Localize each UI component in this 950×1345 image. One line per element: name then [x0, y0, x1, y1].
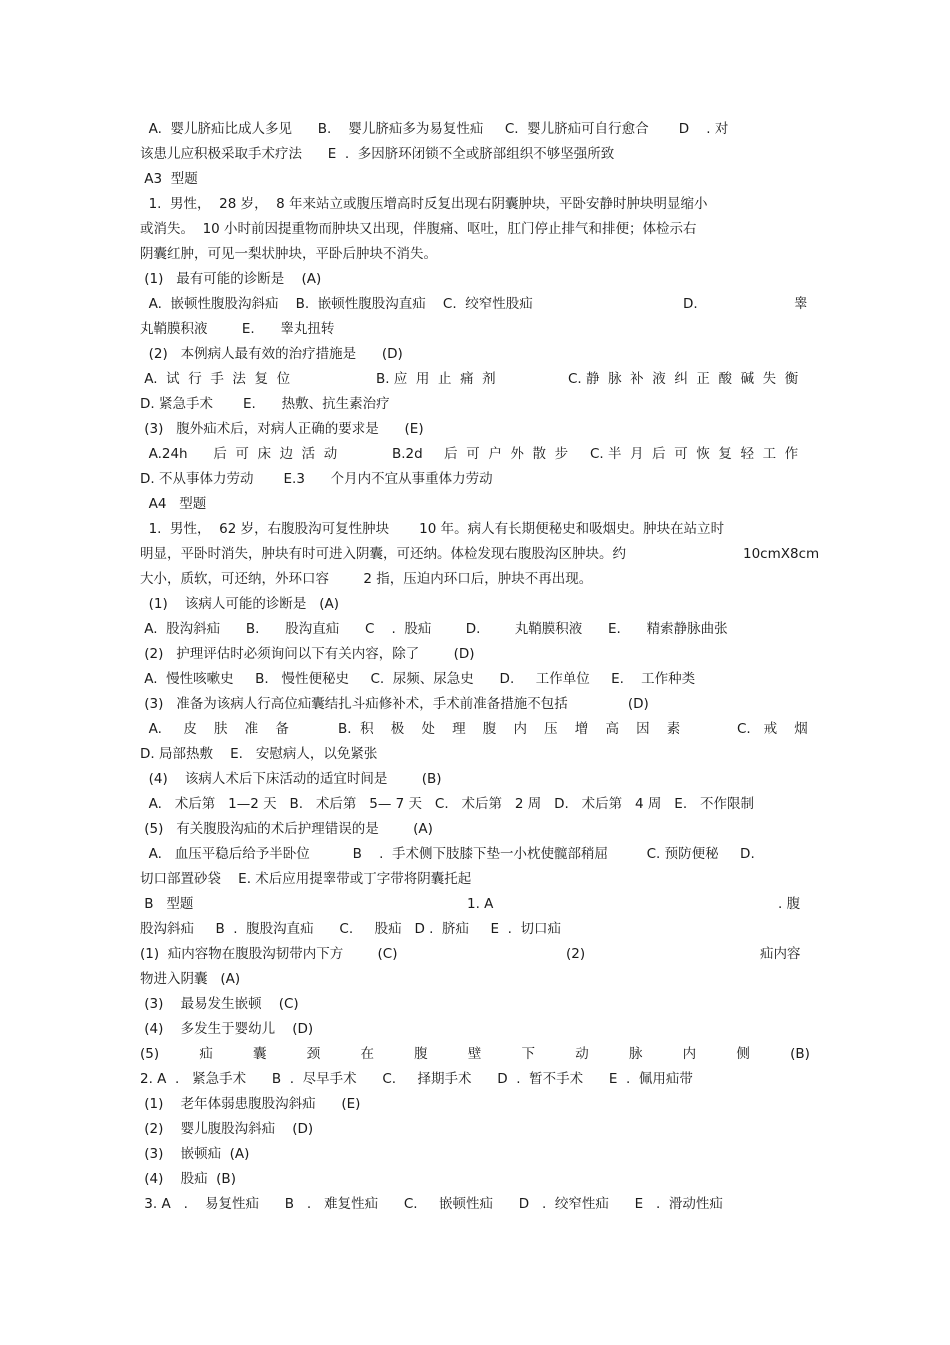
- text-line: A. 婴儿脐疝比成人多见 B. 婴儿脐疝多为易复性疝 C. 婴儿脐疝可自行愈合 D . 对: [140, 121, 729, 137]
- question-line: (4) 该病人术后下床活动的适宜时间是 (B): [140, 771, 442, 787]
- text-fragment: 侧: [736, 1046, 750, 1062]
- text-line: A.24h 后 可 床 边 活 动: [140, 446, 338, 462]
- text-line: D.: [683, 296, 698, 312]
- question-line: (3) 嵌顿疝 (A): [140, 1146, 250, 1162]
- text-line: A. 慢性咳嗽史 B. 慢性便秘史 C. 尿频、尿急史 D. 工作单位 E. 工作种类: [140, 671, 696, 687]
- question-line: (4) 股疝 (B): [140, 1171, 236, 1187]
- text-fragment: (B): [790, 1046, 810, 1062]
- text-fragment: 壁: [467, 1046, 482, 1062]
- text-line: 3. A . 易复性疝 B . 难复性疝 C. 嵌顿性疝 D . 绞窄性疝 E . 滑动性疝: [140, 1196, 723, 1212]
- text-line: 该患儿应积极采取手术疗法 E . 多因脐环闭锁不全或脐部组织不够坚强所致: [140, 146, 615, 162]
- text-line: 切口部置砂袋 E. 术后应用提睾带或丁字带将阴囊托起: [140, 871, 472, 887]
- text-line: 2. A . 紧急手术 B . 尽早手术 C. 择期手术 D . 暂不手术 E . 佩用疝带: [140, 1071, 693, 1087]
- question-line: (3) 腹外疝术后，对病人正确的要求是 (E): [140, 421, 424, 437]
- section-heading: B 型题: [140, 896, 194, 912]
- section-heading: A4 型题: [140, 496, 207, 512]
- text-line: (2): [566, 946, 586, 962]
- question-line: (1) 老年体弱患腹股沟斜疝 (E): [140, 1096, 361, 1112]
- question-line: (1) 最有可能的诊断是 (A): [140, 271, 322, 287]
- text-line: 物进入阴囊 (A): [140, 971, 241, 987]
- text-fragment: 疝: [199, 1046, 213, 1062]
- text-line: A. 试 行 手 法 复 位: [140, 371, 291, 387]
- text-line: 明显，平卧时消失，肿块有时可进入阴囊，可还纳。体检发现右腹股沟区肿块。约: [140, 546, 626, 562]
- text-line: 10cmX8cm: [743, 546, 820, 562]
- text-line: A. 皮 肤 准 备: [140, 721, 289, 737]
- text-fragment: 动: [575, 1046, 589, 1062]
- text-fragment: 下: [521, 1046, 536, 1062]
- text-line: B. 积 极 处 理 腹 内 压 增 高 因 素: [338, 721, 681, 737]
- text-line: 股沟斜疝 B . 腹股沟直疝 C. 股疝 D . 脐疝 E . 切口疝: [140, 921, 561, 937]
- question-line: (2) 本例病人最有效的治疗措施是 (D): [140, 346, 403, 362]
- text-line: C. 半 月 后 可 恢 复 轻 工 作: [590, 446, 799, 462]
- text-fragment: 颈: [306, 1046, 321, 1062]
- text-line: D. 不从事体力劳动 E.3 个月内不宜从事重体力劳动: [140, 471, 493, 487]
- text-line: 大小，质软，可还纳，外环口容 2 指，压迫内环口后，肿块不再出现。: [140, 571, 593, 587]
- question-line: (2) 婴儿腹股沟斜疝 (D): [140, 1121, 314, 1137]
- text-line: 丸鞘膜积液 E. 睾丸扭转: [140, 321, 335, 337]
- text-line: 1. 男性， 62 岁，右腹股沟可复性肿块 10 年。病人有长期便秘史和吸烟史。肿块在站立时: [140, 521, 725, 537]
- text-line: 阴囊红肿，可见一梨状肿块，平卧后肿块不消失。: [140, 246, 437, 262]
- question-line: (4) 多发生于婴幼儿 (D): [140, 1021, 314, 1037]
- question-line: (1) 该病人可能的诊断是 (A): [140, 596, 340, 612]
- text-line: 或消失。 10 小时前因提重物而肿块又出现，伴腹痛、呕吐，肛门停止排气和排便；体检示右: [140, 221, 697, 237]
- text-line: A. 股沟斜疝 B. 股沟直疝 C . 股疝 D. 丸鞘膜积液 E. 精索静脉曲张: [140, 621, 728, 637]
- text-line: C. 静 脉 补 液 纠 正 酸 碱 失 衡: [568, 371, 799, 387]
- text-line: . 腹: [778, 896, 801, 912]
- question-line: (1) 疝内容物在腹股沟韧带内下方 (C): [140, 946, 398, 962]
- question-line: (2) 护理评估时必须询问以下有关内容，除了 (D): [140, 646, 475, 662]
- text-line: 睾: [794, 296, 808, 312]
- text-line: A. 嵌顿性腹股沟斜疝 B. 嵌顿性腹股沟直疝 C. 绞窄性股疝: [140, 296, 533, 312]
- section-heading: A3 型题: [140, 171, 198, 187]
- text-fragment: 脉: [628, 1046, 643, 1062]
- text-line: A. 术后第 1—2 天 B. 术后第 5— 7 天 C. 术后第 2 周 D. 术后第 4 周 E. 不作限制: [140, 796, 754, 812]
- text-fragment: 囊: [253, 1046, 267, 1062]
- text-line: D. 局部热敷 E. 安慰病人，以免紧张: [140, 746, 378, 762]
- text-fragment: 内: [682, 1046, 697, 1062]
- text-line: 1. A: [467, 896, 494, 912]
- text-line: B.2d 后 可 户 外 散 步: [392, 446, 569, 462]
- text-fragment: 腹: [414, 1046, 428, 1062]
- question-line-justified: [140, 1045, 810, 1063]
- text-fragment: (5): [140, 1046, 160, 1062]
- text-line: 1. 男性， 28 岁， 8 年来站立或腹压增高时反复出现右阴囊肿块，平卧安静时肿块明显缩小: [140, 196, 708, 212]
- question-line: (3) 最易发生嵌顿 (C): [140, 996, 299, 1012]
- text-fragment: 在: [360, 1046, 374, 1062]
- text-line: C. 戒 烟: [737, 721, 808, 737]
- question-line: (5) 有关腹股沟疝的术后护理错误的是 (A): [140, 821, 433, 837]
- text-line: D. 紧急手术 E. 热敷、抗生素治疗: [140, 396, 390, 412]
- text-line: B. 应 用 止 痛 剂: [376, 371, 496, 387]
- question-line: (3) 准备为该病人行高位疝囊结扎斗疝修补术，手术前准备措施不包括 (D): [140, 696, 649, 712]
- text-line: A. 血压平稳后给予半卧位 B . 手术侧下肢膝下垫一小枕使髋部稍屈 C. 预防便秘 D.: [140, 846, 755, 862]
- text-line: 疝内容: [760, 946, 801, 962]
